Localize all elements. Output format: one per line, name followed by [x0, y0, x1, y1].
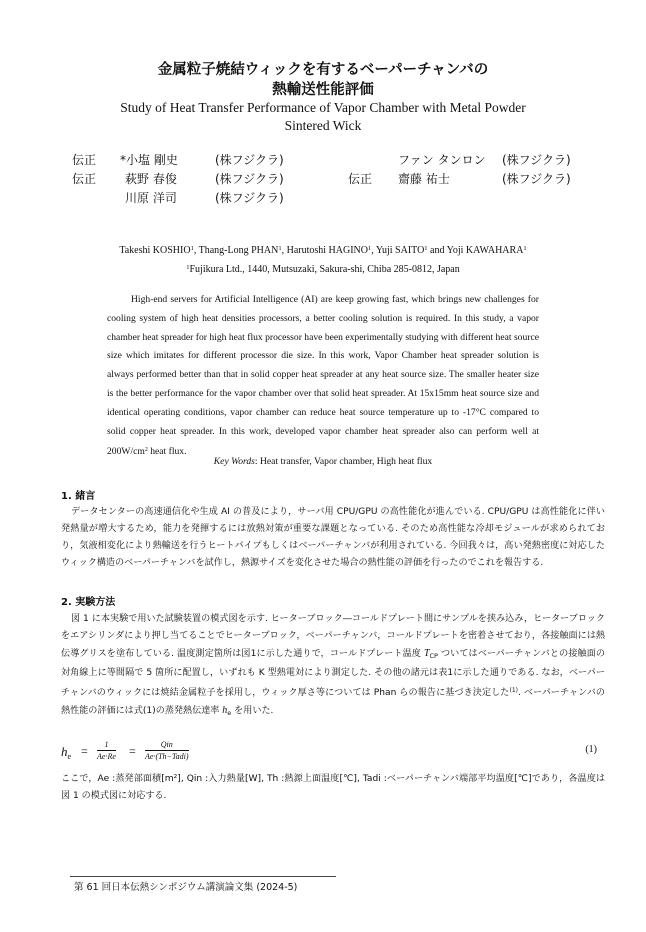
- equals-sign: =: [129, 744, 136, 758]
- fraction-1: $\frac{1}{Ae\cdot Re}$: [97, 740, 116, 761]
- membership-label: 伝正: [348, 172, 373, 186]
- keywords: Key Words: Heat transfer, Vapor chamber, High heat flux: [213, 456, 433, 467]
- affiliation-en: $^1$Fujikura Ltd., 1440, Mutsuzaki, Sakura-shi, Chiba 285-0812, Japan: [186, 264, 460, 275]
- section-1-body: データセンターの高速通信化や生成 AI の普及により，サーバ用 CPU/GPU の高性能化が進んでいる. CPU/GPU は高性能化に伴い発熱量が増大するため，能力を発揮するには放熱対策が重要な課題となっている. そのため高性能な冷却モジュールが求められており，気液相変化により熱輸送を行うヒートパイプもしくはベーパーチャンバが利用されている. 今回我々は，高い発熱密度に対応したウィック構造のベーパーチャンバを試作し，熱源サイズを変化させた場合の熱性能の評価を行ったのでこれを報告する.: [61, 507, 605, 569]
- footer: 第 61 回日本伝熱シンポジウム講演論文集 (2024-5): [74, 882, 298, 893]
- authors-ja: [0, 151, 646, 211]
- section-2-body: 図 1 に本実験で用いた試験装置の模式図を示す. ヒーターブロック―コールドプレート間にサンプルを挟み込み，ヒーターブロックをエアシリンダにより押し当てることでヒーターブロック，ベーパーチャンバ，コールドプレートを密着させており，各接触面には熱伝導グリスを塗布している. 温度測定箇所は図1に示した通りで，コールドプレート温度 $T_{CP}$ ついてはベーパーチャンバとの接触面の対角線上に等間隔で 5 箇所に配置し，いずれも K 型熱電対により測定した. その他の諸元は表1に示した通りである. なお，ベーパーチャンバのウィックには焼結金属粒子を採用し，ウィック厚さ等については Phan らの報告に基づき決定した$^{(1)}$. ベーパーチャンバの熱性能の評価には式(1)の蒸発熱伝達率 $h_e$ を用いた.: [61, 614, 606, 718]
- equals-sign: =: [81, 744, 88, 758]
- author-affiliation: (株フジクラ): [215, 191, 284, 205]
- author-name: 萩野 春俊: [125, 172, 177, 186]
- author-name: 齋藤 祐士: [398, 172, 450, 186]
- footer-divider: [70, 876, 336, 877]
- definitions: ここで，Ae :蒸発部面積[m²], Qin :入力熱量[W], Th :熱源上面温度[℃], Tadi :ベーパーチャンバ端部平均温度[℃]であり，各温度は図 1 の模式図に対応する.: [61, 774, 605, 802]
- section-1-heading: 1. 緒言: [61, 491, 96, 502]
- membership-label: 伝正: [72, 153, 97, 167]
- author-name: 川原 洋司: [125, 191, 177, 205]
- equation-lhs: $h_e$: [61, 744, 72, 761]
- author-affiliation: (株フジクラ): [502, 153, 571, 167]
- fraction-2: Qin Ae·(Th−Tadi): [145, 740, 189, 761]
- abstract: High-end servers for Artificial Intelligence (AI) are keep growing fast, which brings new challenges for cooling system of high heat densities processors, a better cooling solution is required. In this study, a vapor chamber heat spreader for high heat flux processor have been experimentally studying with different heat source size which imitates for different processor die size. In this work, Vapor Chamber heat spreader solution is always performed better than that in solid copper heat spreader at any heat source size. The smaller heater size is the better performance for the vapor chamber over that solid heat spreader. At 15x15mm heat source size and identical operating conditions, vapor chamber can reduce heat source temperature up to -17°C compared to solid copper heat spreader. In this work, developed vapor chamber heat spreader also can perform well at $200W/cm^2$ heat flux.: [107, 294, 539, 458]
- title-en: Study of Heat Transfer Performance of Vapor Chamber with Metal Powder Sintered Wick: [120, 100, 526, 133]
- title-ja-line2: 熱輸送性能評価: [272, 82, 374, 98]
- author-name: ファン タンロン: [398, 153, 486, 167]
- author-affiliation: (株フジクラ): [215, 172, 284, 186]
- equation-1: [61, 739, 605, 767]
- author-affiliation: (株フジクラ): [502, 172, 571, 186]
- membership-label: 伝正: [72, 172, 97, 186]
- equation-number: (1): [585, 744, 597, 755]
- section-2-heading: 2. 実験方法: [61, 597, 116, 608]
- author-name: *小塩 剛史: [120, 153, 178, 167]
- author-affiliation: (株フジクラ): [215, 153, 284, 167]
- title-ja-line1: 金属粒子焼結ウィックを有するベーパーチャンバの: [157, 62, 489, 78]
- author-byline-en: Takeshi KOSHIO$^1$, Thang-Long PHAN$^1$, Harutoshi HAGINO$^1$, Yuji SAITO$^1$ and Yoji KAWAHARA$^1$: [119, 245, 527, 256]
